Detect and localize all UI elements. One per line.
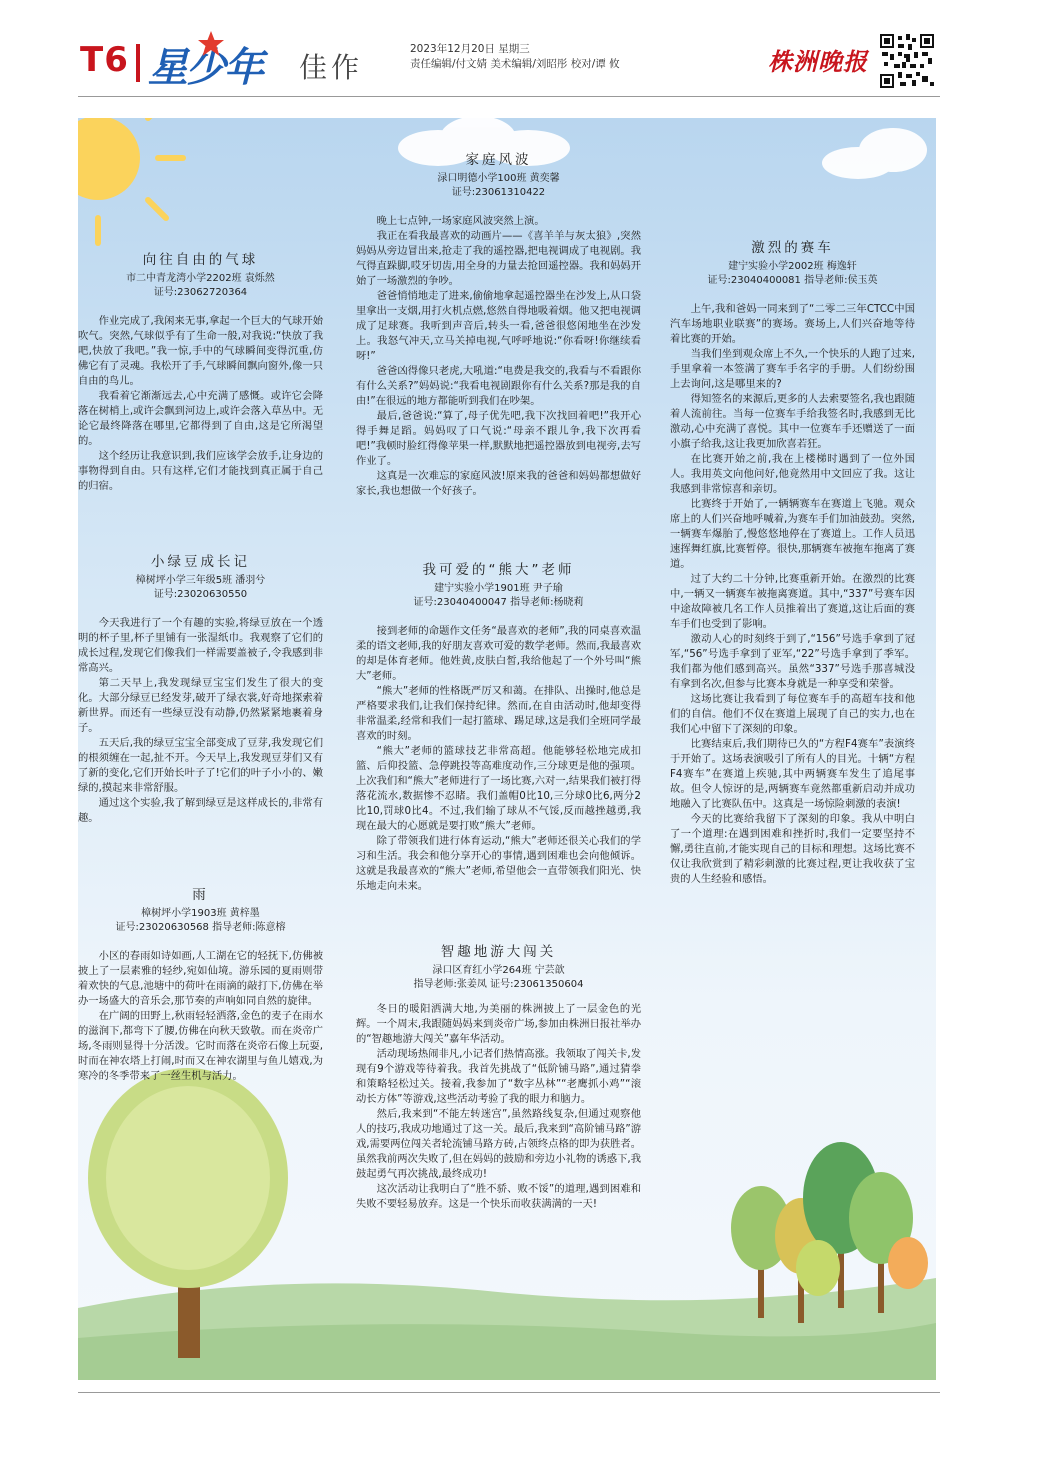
paragraph: 冬日的暖阳洒满大地,为美丽的株洲披上了一层金色的光辉。一个周末,我跟随妈妈来到炎帝广场,参加由株洲日报社举办的“智趣地游大闯关”嘉年华活动。 [356,1003,641,1045]
certificate-number: 证号:23020630550 [153,589,248,600]
paragraph: 爸爸悄悄地走了进来,偷偷地拿起遥控器坐在沙发上,从口袋里拿出一支烟,用打火机点燃,悠然自得地吸着烟。他又把电视调成了足球赛。我听到声音后,转头一看,爸爸很悠闲地坐在沙发上。我怒气冲天,立马关掉电视,气呼呼地说:“你看呀!你继续看呀!” [356,290,641,362]
certificate-number: 证号:23020630568 指导老师:陈意榕 [115,922,286,933]
article-title: 智趣地游大闯关 [440,944,557,960]
article-mung-bean [78,550,323,826]
article-title: 小绿豆成长记 [151,554,250,570]
article-body [670,302,915,887]
page-number: T6 [80,40,129,80]
certificate-number: 指导老师:张姜凤 证号:23061350604 [413,979,584,990]
article-title: 激烈的赛车 [751,240,834,256]
byline: 樟树坪小学1903班 黄梓墨 [141,908,260,919]
paragraph: 当我们坐到观众席上不久,一个快乐的人跑了过来,手里拿着一本签满了赛车手名字的手册。人们纷纷围上去询问,这是哪里来的? [670,348,915,390]
article-racing [670,236,915,887]
article-title: 向往自由的气球 [142,252,259,268]
article-title: 家庭风波 [465,152,532,168]
certificate-number: 证号:23062720364 [153,287,248,298]
article-title: 我可爱的“熊大”老师 [422,562,575,578]
masthead-rule [78,96,940,97]
paragraph: 上午,我和爸妈一同来到了“二零二三年CTCC中国汽车场地职业联赛”的赛场。赛场上,人们兴奋地等待着比赛的开始。 [670,303,915,345]
paragraph: 小区的春雨如诗如画,人工湖在它的轻抚下,仿佛被披上了一层素雅的轻纱,宛如仙境。游乐园的夏雨则带着欢快的气息,池塘中的荷叶在雨滴的敲打下,仿佛在举办一场盛大的音乐会,那节奏的声响如同自然的旋律。 [78,950,323,1007]
article-body [78,949,323,1084]
article-map-challenge [356,940,641,1212]
paragraph: “熊大”老师的性格既严厉又和蔼。在排队、出操时,他总是严格要求我们,让我们保持纪律。然而,在自由活动时,他却变得非常温柔,经常和我们一起打篮球、踢足球,这是我们全班同学最喜欢的时刻。 [356,685,641,742]
paragraph: 第二天早上,我发现绿豆宝宝们发生了很大的变化。大部分绿豆已经发芽,破开了绿衣裳,好奇地探索着新世界。而还有一些绿豆没有动静,仍然紧紧地裹着身子。 [78,677,323,734]
sun-icon [78,118,183,243]
paragraph: 在广阔的田野上,秋雨轻轻洒落,金色的麦子在雨水的滋润下,都弯下了腰,仿佛在向秋天致敬。而在炎帝广场,冬雨则显得十分活泼。它时而落在炎帝石像上玩耍,时而在神农塔上打闹,时而又在神农湖里与鱼儿嬉戏,为寒冷的冬季带来了一丝生机与活力。 [78,1010,323,1082]
paragraph: 比赛终于开始了,一辆辆赛车在赛道上飞驰。观众席上的人们兴奋地呼喊着,为赛车手们加油鼓劲。突然,一辆赛车爆胎了,慢悠悠地停在了赛道上。工作人员迅速挥舞红旗,比赛暂停。很快,那辆赛车被拖车拖离了赛道。 [670,498,915,570]
paragraph: 除了带领我们进行体育运动,“熊大”老师还很关心我们的学习和生活。我会和他分享开心的事情,遇到困难也会向他倾诉。这就是我最喜欢的“熊大”老师,希望他会一直带领我们阳光、快乐地走向未来。 [356,835,641,892]
certificate-number: 证号:23040400081 指导老师:侯玉英 [707,275,878,286]
paragraph: 爸爸凶得像只老虎,大吼道:“电费是我交的,我看与不看跟你有什么关系?”妈妈说:“我看电视剧跟你有什么关系?那是我的自由!”在很远的地方都能听到我们在吵架。 [356,365,641,407]
paragraph: 这次活动让我明白了“胜不骄、败不馁”的道理,遇到困难和失败不要轻易放弃。这是一个快乐而收获满满的一天! [356,1183,641,1210]
article-rain [78,883,323,1084]
paragraph: 五天后,我的绿豆宝宝全部变成了豆芽,我发现它们的根须缠在一起,扯不开。今天早上,我发现豆芽们又有了新的变化,它们开始长叶子了!它们的叶子小小的、嫩绿的,摸起来非常舒服。 [78,737,323,794]
byline: 樟树坪小学三年级5班 潘羽兮 [135,575,266,586]
paragraph: 得知签名的来源后,更多的人去索要签名,我也跟随着人流前往。当每一位赛车手给我签名时,我感到无比激动,心中充满了喜悦。其中一位赛车手还赠送了一面小旗子给我,这让我更加欣喜若狂。 [670,393,915,450]
paragraph: 比赛结束后,我们期待已久的“方程F4赛车”表演终于开始了。这场表演吸引了所有人的目光。十辆“方程F4赛车”在赛道上疾驰,其中两辆赛车发生了追尾事故。但令人惊讶的是,两辆赛车竟然都重新启动并成功地融入了比赛队伍中。这真是一场惊险刺激的表演! [670,738,915,810]
byline: 建宁实验小学1901班 尹子瑜 [434,583,563,594]
paragraph: 作业完成了,我闲来无事,拿起一个巨大的气球开始吹气。突然,气球似乎有了生命一般,对我说:“快放了我吧,快放了我吧。”我一惊,手中的气球瞬间变得沉重,仿佛它有了灵魂。我松开了手,气球瞬间飘向窗外,像一只自由的鸟儿。 [78,315,323,387]
paragraph: 接到老师的命题作文任务“最喜欢的老师”,我的同桌喜欢温柔的语文老师,我的好朋友喜欢可爱的数学老师。然而,我最喜欢的却是体育老师。他姓黄,皮肤白皙,我给他起了一个外号叫“熊大”老师。 [356,625,641,682]
byline: 建宁实验小学2002班 梅逸轩 [728,261,857,272]
byline: 渌口明德小学100班 黄奕馨 [437,173,560,184]
masthead [78,32,940,102]
article-body [356,624,641,894]
bottom-rule [78,1392,940,1393]
issue-date: 2023年12月20日 星期三 [410,43,530,55]
article-body [78,314,323,494]
section-logo: 星少年 [148,45,262,91]
paragraph: 这个经历让我意识到,我们应该学会放手,让身边的事物得到自由。只有这样,它们才能找到真正属于自己的归宿。 [78,450,323,492]
paragraph: 在比赛开始之前,我在上楼梯时遇到了一位外国人。我用英文向他问好,他竟然用中文回应了我。这让我感到非常惊喜和亲切。 [670,453,915,495]
newspaper-logo: 株洲晚报 [768,48,868,76]
article-free-balloon [78,248,323,494]
page-number-divider [136,44,140,82]
editor-credits: 责任编辑/付文婧 美术编辑/刘昭彤 校对/谭 攸 [410,58,620,70]
paragraph: “熊大”老师的篮球技艺非常高超。他能够轻松地完成扣篮、后仰投篮、急停跳投等高难度动作,三分球更是他的强项。上次我们和“熊大”老师进行了一场比赛,六对一,结果我们被打得落花流水,数据惨不忍睹。我们盖帽0比10,三分球0比6,两分2比10,罚球0比4。不过,我们输了球从不气馁,反而越挫越勇,我现在最大的心愿就是要打败“熊大”老师。 [356,745,641,832]
illustrated-panel [78,118,936,1380]
article-bear-teacher [356,558,641,894]
article-title: 雨 [192,887,209,903]
paragraph: 今天我进行了一个有趣的实验,将绿豆放在一个透明的杯子里,杯子里铺有一张湿纸巾。我观察了它们的成长过程,发现它们像我们一样需要盖被子,令我感到非常高兴。 [78,617,323,674]
qr-code-icon [880,34,934,88]
paragraph: 活动现场热闹非凡,小记者们热情高涨。我领取了闯关卡,发现有9个游戏等待着我。我首先挑战了“低阶铺马路”,通过猜拳和策略轻松过关。接着,我参加了“数字丛林”“老鹰抓小鸡”“滚动长方体”等游戏,这些活动考验了我的眼力和脑力。 [356,1048,641,1105]
byline: 渌口区育红小学264班 宁芸歆 [432,965,565,976]
paragraph: 最后,爸爸说:“算了,母子优先吧,我下次找回着吧!”我开心得手舞足蹈。妈妈叹了口气说:“母亲不跟儿争,我下次再看吧!”我顿时脸红得像苹果一样,默默地把遥控器放到电视旁,去写作业了。 [356,410,641,467]
paragraph: 我看着它渐渐远去,心中充满了感慨。或许它会降落在树梢上,或许会飘到河边上,或许会落入草丛中。无论它最终降落在哪里,它都得到了自由,这是它所渴望的。 [78,390,323,447]
paragraph: 这真是一次难忘的家庭风波!原来我的爸爸和妈妈都想做好家长,我也想做一个好孩子。 [356,470,641,497]
article-body [356,214,641,499]
issue-info [410,42,620,72]
column-title: 佳作 [299,51,364,84]
paragraph: 今天的比赛给我留下了深刻的印象。我从中明白了一个道理:在遇到困难和挫折时,我们一定要坚持不懈,勇往直前,才能实现自己的目标和理想。这场比赛不仅让我欣赏到了精彩刺激的比赛过程,更让我收获了宝贵的人生经验和感悟。 [670,813,915,885]
byline: 市二中青龙湾小学2202班 袁烁然 [126,273,275,284]
article-body [356,1002,641,1212]
article-body [78,616,323,826]
paragraph: 我正在看我最喜欢的动画片——《喜羊羊与灰太狼》,突然妈妈从旁边冒出来,抢走了我的遥控器,把电视调成了电视剧。我气得直跺脚,哎牙切齿,用全身的力量去抢回遥控器。我和妈妈开始了一场激烈的争吵。 [356,230,641,287]
article-family-storm [356,148,641,499]
paragraph: 这场比赛让我看到了每位赛车手的高超车技和他们的自信。他们不仅在赛道上展现了自己的实力,也在我们心中留下了深刻的印象。 [670,693,915,735]
paragraph: 过了大约二十分钟,比赛重新开始。在激烈的比赛中,一辆又一辆赛车被拖离赛道。其中,“337”号赛车因中途故障被几名工作人员推着出了赛道,这让后面的赛车手们也受到了影响。 [670,573,915,630]
paragraph: 晚上七点钟,一场家庭风波突然上演。 [376,215,545,227]
paragraph: 通过这个实验,我了解到绿豆是这样成长的,非常有趣。 [78,797,323,824]
paragraph: 激动人心的时刻终于到了,“156”号选手拿到了冠军,“56”号选手拿到了亚军,“22”号选手拿到了季军。我们都为他们感到高兴。虽然“337”号选手那喜城没有拿到名次,但参与比赛本身就是一种享受和荣誉。 [670,633,915,690]
paragraph: 然后,我来到“不能左转迷宫”,虽然路线复杂,但通过观察他人的技巧,我成功地通过了这一关。最后,我来到“高阶铺马路”游戏,需要两位闯关者轮流铺马路方砖,占领终点格的即为获胜者。虽然我前两次失败了,但在妈妈的鼓励和旁边小礼物的诱惑下,我鼓起勇气再次挑战,最终成功! [356,1108,641,1180]
certificate-number: 证号:23061310422 [451,187,546,198]
star-icon [196,30,226,58]
certificate-number: 证号:23040400047 指导老师:杨晓莉 [413,597,584,608]
